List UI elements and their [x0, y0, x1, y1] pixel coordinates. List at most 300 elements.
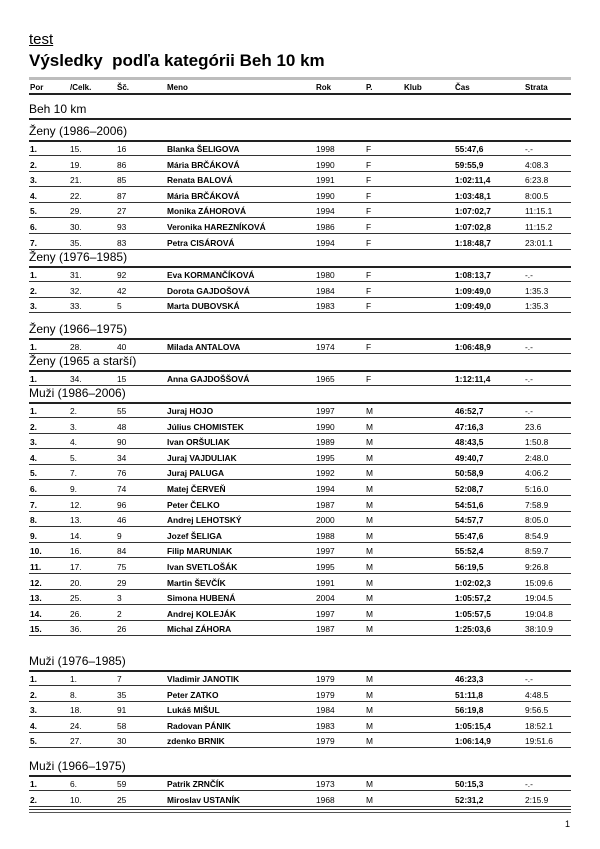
cell-name: Lukáš MIŠUL: [167, 705, 220, 716]
cell-name: Renata BALOVÁ: [167, 175, 233, 186]
cell-time: 1:05:57,5: [455, 608, 491, 619]
cell-time: 47:16,3: [455, 421, 484, 432]
cell-name: Patrik ZRNČÍK: [167, 779, 225, 789]
cell-year: 1980: [316, 270, 335, 280]
cell-position: 13.: [30, 593, 42, 604]
cell-year: 1992: [316, 468, 335, 479]
cell-time: 1:06:48,9: [455, 342, 491, 352]
cell-name: Michal ZÁHORA: [167, 624, 232, 635]
cell-year: 1995: [316, 562, 335, 572]
cell-gender: M: [366, 437, 373, 448]
cell-gap: 38:10.9: [525, 624, 553, 635]
row-divider: [29, 806, 571, 807]
cell-year: 1968: [316, 794, 335, 805]
cell-overall: 17.: [70, 562, 82, 572]
cell-bib: 85: [117, 175, 127, 186]
cell-gap: 4:06.2: [525, 468, 549, 479]
table-row: [29, 283, 571, 298]
header-divider: [29, 77, 571, 80]
category-heading: Muži (1966–1975): [29, 759, 126, 773]
cell-name: Simona HUBENÁ: [167, 593, 236, 604]
cell-overall: 15.: [70, 144, 82, 154]
cell-gap: -.-: [525, 406, 533, 416]
cell-gap: -.-: [525, 270, 533, 280]
column-header-meno: Meno: [167, 83, 188, 92]
cell-bib: 15: [117, 374, 127, 384]
cell-year: 1987: [316, 499, 335, 510]
header-underline: [29, 93, 571, 95]
cell-position: 7.: [30, 237, 37, 248]
table-row: [29, 528, 571, 543]
cell-year: 2000: [316, 515, 335, 526]
cell-gender: M: [366, 421, 373, 432]
cell-year: 1984: [316, 285, 335, 296]
cell-position: 5.: [30, 206, 37, 217]
cell-overall: 5.: [70, 452, 77, 463]
cell-year: 1991: [316, 577, 335, 588]
cell-position: 9.: [30, 530, 37, 541]
cell-gender: M: [366, 577, 373, 588]
cell-bib: 59: [117, 779, 127, 789]
cell-bib: 2: [117, 608, 122, 619]
cell-overall: 10.: [70, 794, 82, 805]
table-row: [29, 543, 571, 558]
cell-year: 1994: [316, 206, 335, 217]
table-row: [29, 172, 571, 187]
cell-gender: M: [366, 499, 373, 510]
cell-gap: 2:48.0: [525, 452, 549, 463]
document-subtitle: test: [29, 31, 54, 48]
cell-position: 12.: [30, 577, 42, 588]
cell-gender: F: [366, 190, 372, 201]
cell-overall: 32.: [70, 285, 82, 296]
cell-time: 1:18:48,7: [455, 237, 491, 248]
cell-bib: 83: [117, 237, 127, 248]
cell-position: 2.: [30, 689, 37, 700]
cell-time: 1:12:11,4: [455, 374, 491, 384]
race-underline: [29, 118, 571, 120]
table-row: [29, 298, 571, 313]
cell-time: 55:47,6: [455, 144, 484, 154]
column-header-sc: Šč.: [117, 83, 130, 92]
table-row: [29, 702, 571, 717]
table-row: [29, 434, 571, 449]
cell-bib: 34: [117, 452, 127, 463]
cell-overall: 27.: [70, 736, 82, 747]
cell-name: Milada ANTALOVA: [167, 342, 241, 352]
category-heading: Ženy (1966–1975): [29, 322, 128, 336]
cell-overall: 31.: [70, 270, 82, 280]
page-title: Výsledky podľa kategórii Beh 10 km: [29, 51, 325, 70]
cell-gender: M: [366, 674, 373, 684]
cell-gap: 23.6: [525, 421, 542, 432]
table-row: [29, 733, 571, 748]
table-row: [29, 718, 571, 733]
cell-name: Peter ZATKO: [167, 689, 219, 700]
category-heading: Ženy (1965 a starší): [29, 354, 137, 368]
cell-year: 1979: [316, 689, 335, 700]
cell-name: Jozef ŠELIGA: [167, 530, 222, 541]
cell-overall: 34.: [70, 374, 82, 384]
cell-year: 1997: [316, 546, 335, 557]
cell-gap: 1:35.3: [525, 301, 549, 312]
cell-bib: 7: [117, 674, 122, 684]
cell-position: 5.: [30, 736, 37, 747]
page-number: 1: [564, 818, 570, 829]
table-row: [29, 465, 571, 480]
cell-name: Vladimir JANOTIK: [167, 674, 240, 684]
column-header-rok: Rok: [316, 83, 332, 92]
cell-position: 14.: [30, 608, 42, 619]
cell-gap: 7:58.9: [525, 499, 549, 510]
cell-position: 3.: [30, 301, 37, 312]
column-header-cas: Čas: [455, 83, 470, 92]
cell-gender: F: [366, 222, 372, 232]
cell-name: Július CHOMISTEK: [167, 421, 244, 432]
cell-name: Petra CISÁROVÁ: [167, 237, 235, 248]
table-row: [29, 481, 571, 496]
table-row: [29, 590, 571, 605]
table-row: [29, 512, 571, 527]
cell-overall: 25.: [70, 593, 82, 604]
cell-bib: 46: [117, 515, 127, 526]
table-row: [29, 687, 571, 702]
cell-gender: M: [366, 593, 373, 604]
cell-position: 1.: [30, 674, 37, 684]
cell-position: 1.: [30, 374, 37, 384]
cell-time: 52:31,2: [455, 794, 484, 805]
cell-gender: M: [366, 608, 373, 619]
cell-name: Andrej KOLEJÁK: [167, 608, 236, 619]
cell-gap: 1:35.3: [525, 285, 549, 296]
table-row: [29, 450, 571, 465]
cell-overall: 30.: [70, 222, 82, 232]
cell-gap: 18:52.1: [525, 720, 553, 731]
table-row: [29, 792, 571, 807]
cell-time: 52:08,7: [455, 484, 484, 494]
cell-gap: 5:16.0: [525, 484, 549, 494]
cell-gender: F: [366, 144, 372, 154]
cell-time: 48:43,5: [455, 437, 484, 448]
table-row: [29, 559, 571, 574]
cell-bib: 90: [117, 437, 127, 448]
cell-name: zdenko BRNIK: [167, 736, 225, 747]
cell-overall: 21.: [70, 175, 82, 186]
cell-name: Andrej LEHOTSKÝ: [167, 515, 242, 526]
cell-name: Anna GAJDOŠŠOVÁ: [167, 374, 250, 384]
cell-bib: 75: [117, 562, 127, 572]
cell-position: 1.: [30, 144, 37, 154]
cell-gender: F: [366, 237, 372, 248]
cell-time: 1:08:13,7: [455, 270, 491, 280]
cell-time: 55:52,4: [455, 546, 484, 557]
cell-gender: M: [366, 530, 373, 541]
cell-gender: F: [366, 175, 372, 186]
cell-name: Martin ŠEVČÍK: [167, 577, 226, 588]
row-divider: [29, 312, 571, 313]
cell-time: 49:40,7: [455, 452, 484, 463]
cell-position: 15.: [30, 624, 42, 635]
table-row: [29, 219, 571, 234]
cell-bib: 25: [117, 794, 127, 805]
cell-position: 3.: [30, 175, 37, 186]
cell-time: 1:05:57,2: [455, 593, 491, 604]
table-row: [29, 671, 571, 686]
cell-overall: 28.: [70, 342, 82, 352]
column-header-strata: Strata: [525, 83, 548, 92]
cell-gap: 4:08.3: [525, 159, 549, 170]
cell-name: Eva KORMANČÍKOVÁ: [167, 270, 255, 280]
cell-overall: 12.: [70, 499, 82, 510]
cell-gender: F: [366, 159, 372, 170]
cell-bib: 87: [117, 190, 127, 201]
cell-name: Veronika HAREZNÍKOVÁ: [167, 222, 266, 232]
table-row: [29, 141, 571, 156]
cell-position: 4.: [30, 190, 37, 201]
cell-time: 1:02:11,4: [455, 175, 491, 186]
cell-gap: 8:59.7: [525, 546, 549, 557]
table-row: [29, 575, 571, 590]
row-divider: [29, 747, 571, 748]
cell-overall: 18.: [70, 705, 82, 716]
cell-bib: 9: [117, 530, 122, 541]
cell-year: 1990: [316, 190, 335, 201]
cell-bib: 91: [117, 705, 127, 716]
cell-position: 4.: [30, 720, 37, 731]
cell-bib: 55: [117, 406, 127, 416]
cell-gap: 1:50.8: [525, 437, 549, 448]
cell-time: 54:57,7: [455, 515, 484, 526]
cell-year: 1988: [316, 530, 335, 541]
cell-year: 1998: [316, 144, 335, 154]
cell-name: Dorota GAJDOŠOVÁ: [167, 285, 250, 296]
cell-gap: -.-: [525, 779, 533, 789]
cell-year: 1994: [316, 237, 335, 248]
column-header-celk: /Celk.: [70, 83, 92, 92]
table-end-line-secondary: [29, 812, 571, 813]
cell-gap: -.-: [525, 674, 533, 684]
cell-bib: 26: [117, 624, 127, 635]
cell-time: 50:15,3: [455, 779, 484, 789]
cell-bib: 29: [117, 577, 127, 588]
cell-name: Filip MARUNIAK: [167, 546, 233, 557]
cell-time: 55:47,6: [455, 530, 484, 541]
cell-overall: 9.: [70, 484, 77, 494]
cell-bib: 40: [117, 342, 127, 352]
cell-gender: F: [366, 342, 372, 352]
cell-bib: 5: [117, 301, 122, 312]
cell-time: 1:06:14,9: [455, 736, 491, 747]
table-row: [29, 371, 571, 386]
cell-bib: 74: [117, 484, 127, 494]
cell-year: 1990: [316, 421, 335, 432]
cell-gender: M: [366, 720, 373, 731]
cell-year: 1995: [316, 452, 335, 463]
cell-gender: M: [366, 515, 373, 526]
cell-time: 56:19,5: [455, 562, 484, 572]
cell-bib: 27: [117, 206, 127, 217]
cell-gender: M: [366, 624, 373, 635]
cell-gap: 4:48.5: [525, 689, 549, 700]
cell-position: 3.: [30, 437, 37, 448]
cell-gender: F: [366, 301, 372, 312]
cell-gender: F: [366, 285, 372, 296]
cell-overall: 13.: [70, 515, 82, 526]
category-heading: Muži (1986–2006): [29, 386, 126, 400]
cell-year: 1965: [316, 374, 335, 384]
cell-overall: 14.: [70, 530, 82, 541]
cell-bib: 35: [117, 689, 127, 700]
column-header-p: P.: [366, 83, 373, 92]
cell-name: Ivan ORŠULIAK: [167, 437, 230, 448]
cell-position: 2.: [30, 285, 37, 296]
cell-overall: 20.: [70, 577, 82, 588]
cell-overall: 22.: [70, 190, 82, 201]
cell-gap: -.-: [525, 342, 533, 352]
cell-gender: M: [366, 736, 373, 747]
cell-time: 1:02:02,3: [455, 577, 491, 588]
cell-bib: 42: [117, 285, 127, 296]
cell-time: 1:25:03,6: [455, 624, 491, 635]
cell-time: 46:23,3: [455, 674, 484, 684]
cell-overall: 24.: [70, 720, 82, 731]
table-row: [29, 203, 571, 218]
cell-gender: M: [366, 452, 373, 463]
cell-position: 2.: [30, 794, 37, 805]
cell-position: 1.: [30, 406, 37, 416]
cell-bib: 3: [117, 593, 122, 604]
column-header-por: Por: [30, 83, 44, 92]
cell-year: 1994: [316, 484, 335, 494]
cell-overall: 2.: [70, 406, 77, 416]
cell-position: 6.: [30, 222, 37, 232]
table-row: [29, 606, 571, 621]
category-heading: Ženy (1976–1985): [29, 250, 128, 264]
cell-year: 1986: [316, 222, 335, 232]
cell-gender: M: [366, 468, 373, 479]
cell-gap: 8:00.5: [525, 190, 549, 201]
cell-gender: M: [366, 705, 373, 716]
cell-position: 8.: [30, 515, 37, 526]
cell-gap: 8:54.9: [525, 530, 549, 541]
cell-overall: 3.: [70, 421, 77, 432]
cell-bib: 30: [117, 736, 127, 747]
cell-year: 2004: [316, 593, 335, 604]
cell-gender: M: [366, 406, 373, 416]
table-end-line: [29, 809, 571, 811]
row-divider: [29, 635, 571, 636]
cell-name: Ivan SVETLOŠÁK: [167, 562, 238, 572]
cell-gap: 6:23.8: [525, 175, 549, 186]
cell-bib: 16: [117, 144, 127, 154]
cell-gap: -.-: [525, 144, 533, 154]
cell-name: Juraj HOJO: [167, 406, 214, 416]
cell-year: 1997: [316, 406, 335, 416]
table-row: [29, 403, 571, 418]
cell-bib: 93: [117, 222, 127, 232]
cell-bib: 86: [117, 159, 127, 170]
cell-time: 51:11,8: [455, 689, 483, 700]
cell-year: 1974: [316, 342, 335, 352]
category-heading: Muži (1976–1985): [29, 654, 126, 668]
cell-time: 54:51,6: [455, 499, 484, 510]
cell-bib: 84: [117, 546, 127, 557]
cell-name: Mária BRČÁKOVÁ: [167, 159, 240, 170]
cell-time: 59:55,9: [455, 159, 484, 170]
cell-gender: M: [366, 484, 373, 494]
cell-position: 1.: [30, 779, 37, 789]
cell-gap: 2:15.9: [525, 794, 549, 805]
cell-gender: M: [366, 689, 373, 700]
race-heading: Beh 10 km: [29, 102, 87, 116]
cell-overall: 6.: [70, 779, 77, 789]
table-row: [29, 621, 571, 636]
cell-position: 4.: [30, 452, 37, 463]
cell-overall: 19.: [70, 159, 82, 170]
cell-gap: 8:05.0: [525, 515, 549, 526]
cell-overall: 1.: [70, 674, 77, 684]
cell-gender: M: [366, 794, 373, 805]
cell-bib: 58: [117, 720, 127, 731]
cell-name: Juraj PALUGA: [167, 468, 225, 479]
cell-time: 1:03:48,1: [455, 190, 491, 201]
cell-time: 1:05:15,4: [455, 720, 491, 731]
table-row: [29, 419, 571, 434]
cell-bib: 96: [117, 499, 127, 510]
cell-time: 1:09:49,0: [455, 301, 491, 312]
cell-year: 1983: [316, 301, 335, 312]
table-row: [29, 339, 571, 354]
cell-year: 1984: [316, 705, 335, 716]
cell-position: 5.: [30, 468, 37, 479]
cell-gap: -.-: [525, 374, 533, 384]
cell-name: Matej ČERVEŇ: [167, 484, 226, 494]
cell-name: Marta DUBOVSKÁ: [167, 301, 240, 312]
cell-gap: 11:15.1: [525, 206, 553, 217]
cell-year: 1983: [316, 720, 335, 731]
cell-position: 1.: [30, 342, 37, 352]
table-row: [29, 776, 571, 791]
cell-overall: 8.: [70, 689, 77, 700]
cell-time: 56:19,8: [455, 705, 484, 716]
cell-time: 46:52,7: [455, 406, 484, 416]
cell-year: 1973: [316, 779, 335, 789]
cell-name: Mária BRČÁKOVÁ: [167, 190, 240, 201]
cell-year: 1979: [316, 674, 335, 684]
cell-position: 2.: [30, 159, 37, 170]
table-row: [29, 157, 571, 172]
cell-gender: F: [366, 270, 372, 280]
cell-year: 1987: [316, 624, 335, 635]
cell-gap: 15:09.6: [525, 577, 553, 588]
cell-gender: M: [366, 779, 373, 789]
cell-year: 1989: [316, 437, 335, 448]
cell-gap: 19:04.8: [525, 608, 553, 619]
cell-time: 1:07:02,8: [455, 222, 491, 232]
cell-time: 1:07:02,7: [455, 206, 491, 217]
cell-name: Peter ČELKO: [167, 499, 220, 510]
cell-overall: 35.: [70, 237, 82, 248]
cell-overall: 7.: [70, 468, 77, 479]
cell-bib: 76: [117, 468, 127, 479]
cell-gap: 23:01.1: [525, 237, 553, 248]
cell-bib: 92: [117, 270, 127, 280]
cell-position: 3.: [30, 705, 37, 716]
table-row: [29, 267, 571, 282]
cell-name: Monika ZÁHOROVÁ: [167, 206, 247, 217]
cell-year: 1991: [316, 175, 335, 186]
cell-overall: 29.: [70, 206, 82, 217]
